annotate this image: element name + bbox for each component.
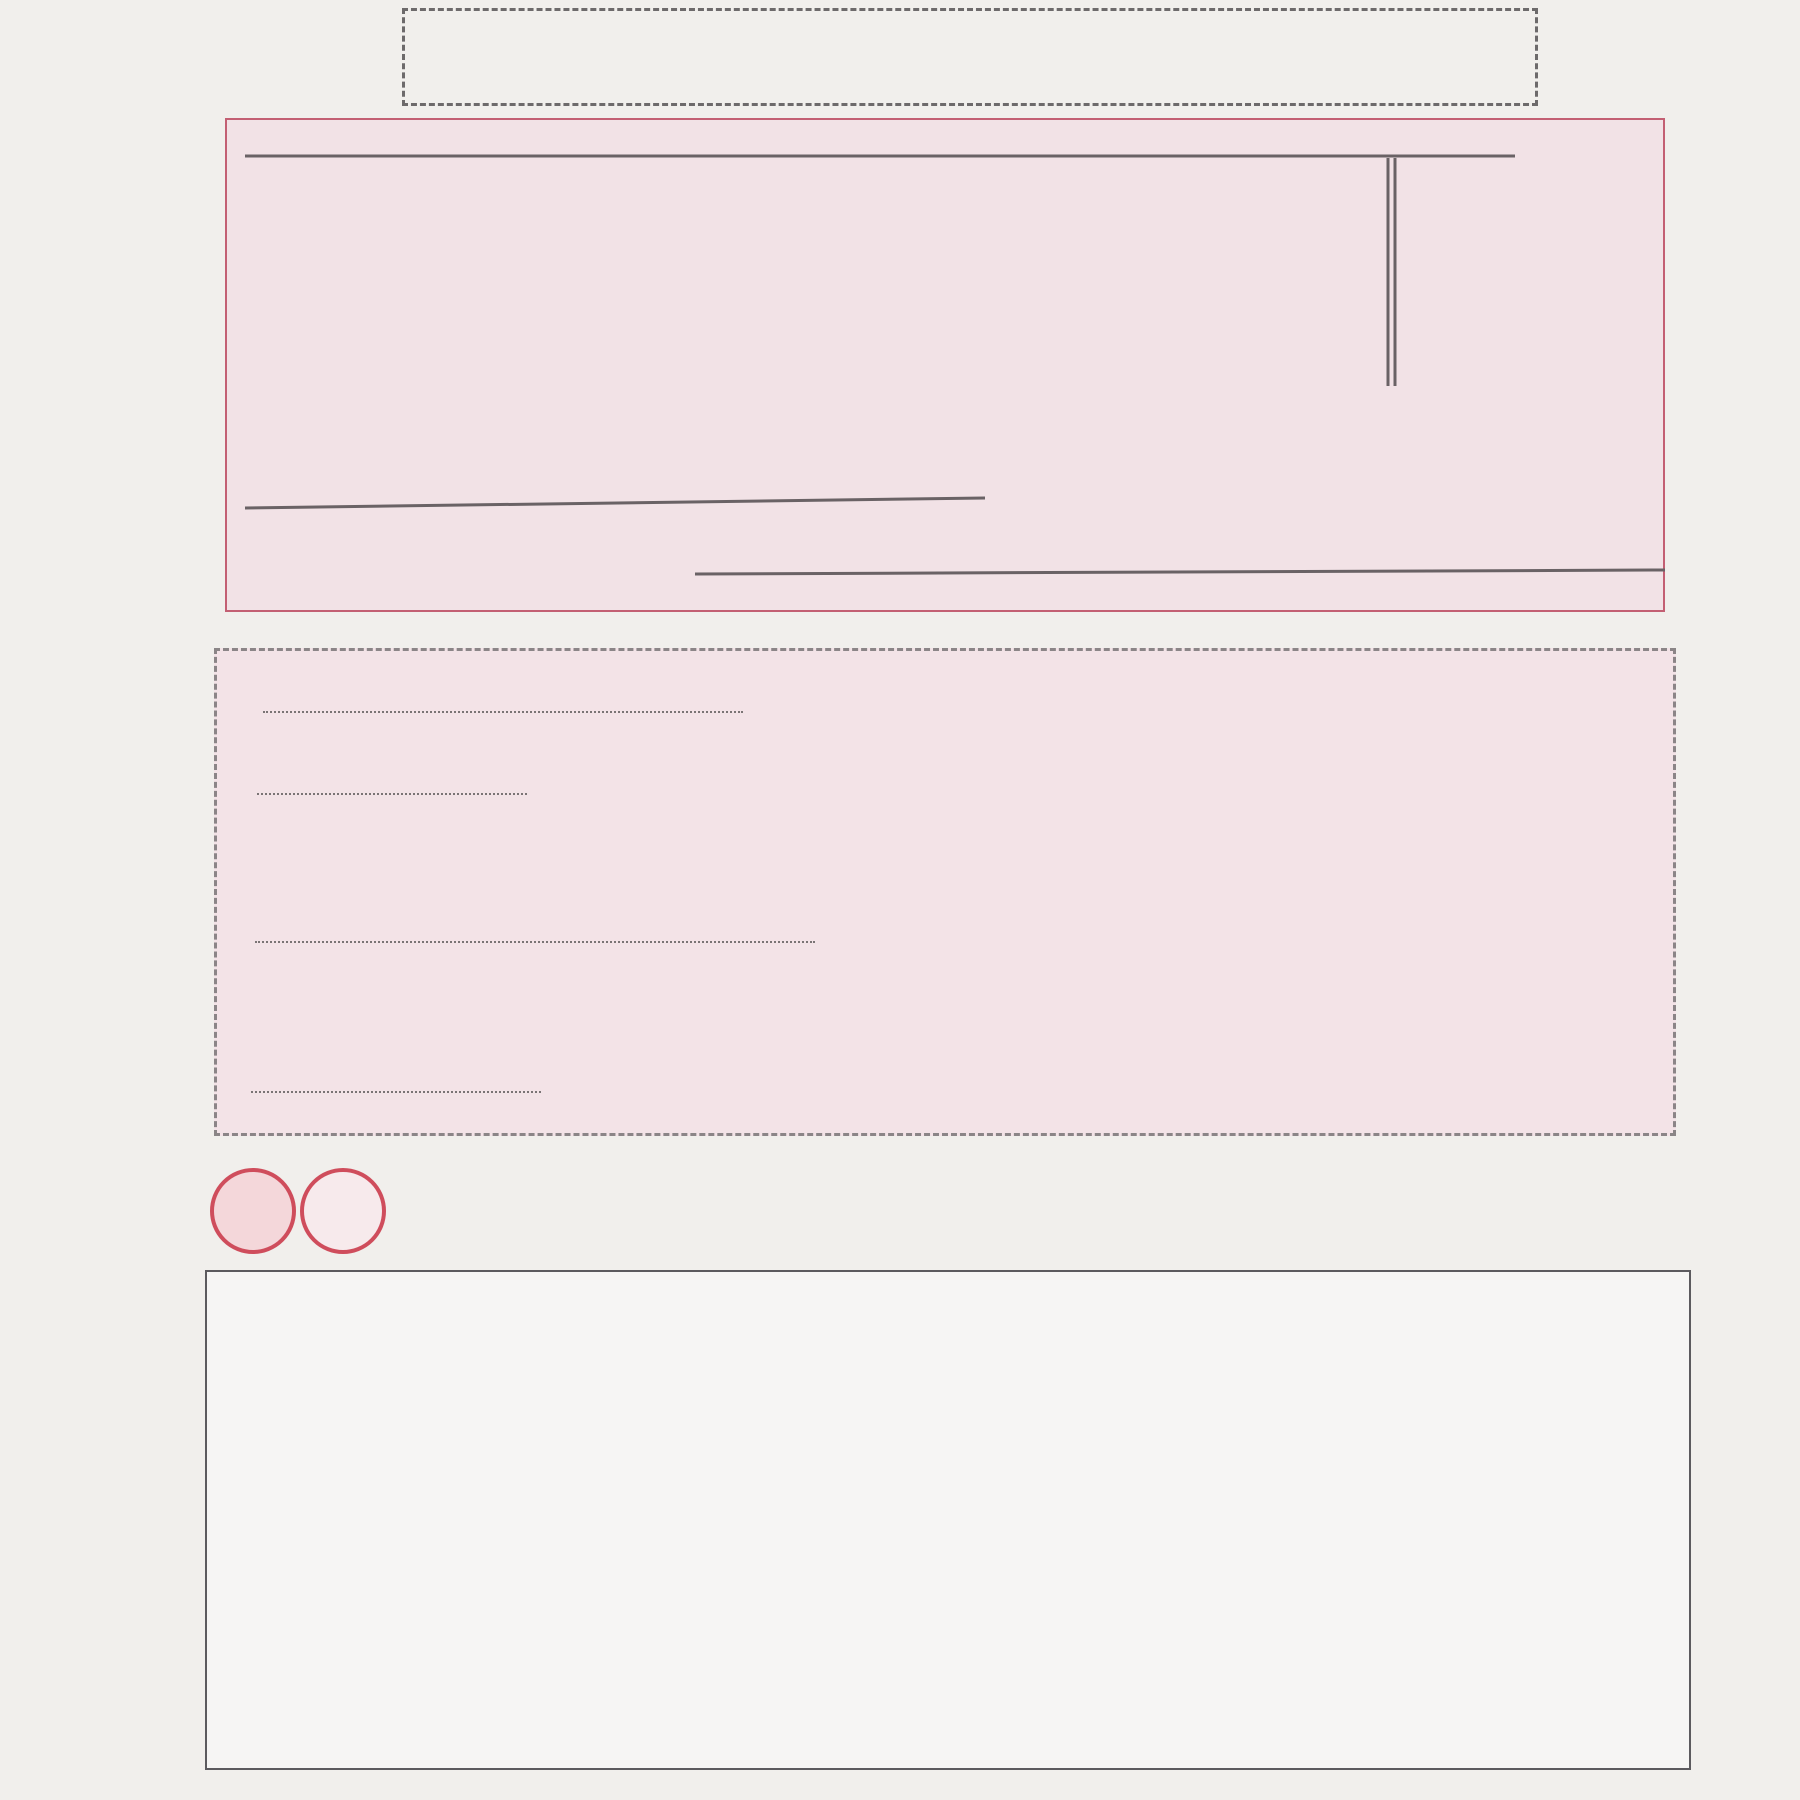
verbs-table (205, 1270, 1691, 1770)
pencil-icon (300, 1168, 386, 1254)
sentences-box (214, 648, 1676, 1136)
sentence-4 (251, 1055, 541, 1103)
sentence-2 (257, 757, 527, 805)
sentence-1 (263, 675, 743, 723)
sentence-2-blank[interactable] (257, 793, 527, 795)
sentence-3 (255, 905, 815, 953)
sentence-1-blank[interactable] (263, 711, 743, 713)
sentence-4-blank[interactable] (251, 1091, 541, 1093)
word-bank (402, 8, 1538, 106)
word-search-grid (225, 118, 1665, 612)
reading-girl-icon (210, 1168, 296, 1254)
sentence-3-blank[interactable] (255, 941, 815, 943)
